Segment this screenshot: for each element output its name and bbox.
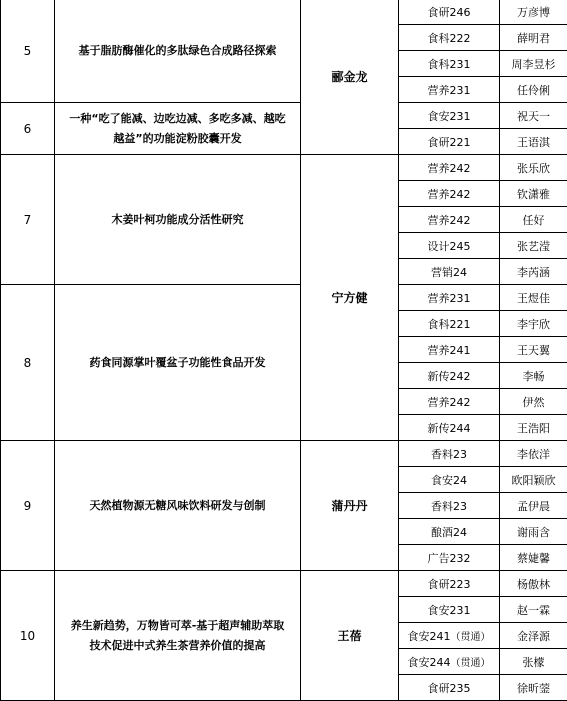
- member-name: 孟伊晨: [500, 493, 567, 519]
- member-name: 薛明君: [500, 25, 567, 51]
- table-row: [1, 103, 567, 129]
- member-class: 新传242: [399, 363, 500, 389]
- member-class: 新传244: [399, 415, 500, 441]
- member-class-code: 食安244: [408, 656, 451, 669]
- member-class: 食安231: [399, 103, 500, 129]
- member-class: 营养231: [399, 285, 500, 311]
- project-number: 10: [1, 571, 55, 701]
- member-class: 营销24: [399, 259, 500, 285]
- member-name: 任好: [500, 207, 567, 233]
- member-name: 祝天一: [500, 103, 567, 129]
- table-row: [1, 0, 567, 25]
- member-name: 王浩阳: [500, 415, 567, 441]
- member-class: 营养242: [399, 389, 500, 415]
- member-name: 王煜佳: [500, 285, 567, 311]
- member-name: 蔡婕馨: [500, 545, 567, 571]
- member-class-note: （贯通）: [451, 632, 491, 643]
- member-name: 李宇欣: [500, 311, 567, 337]
- table-row: [1, 571, 567, 597]
- member-class: 食研246: [399, 0, 500, 25]
- member-name: 金泽源: [500, 623, 567, 649]
- member-class: 食科231: [399, 51, 500, 77]
- project-number: 8: [1, 285, 55, 441]
- member-name: 任伶俐: [500, 77, 567, 103]
- member-class: [399, 649, 500, 675]
- member-name: 周李昱杉: [500, 51, 567, 77]
- table-row: [1, 155, 567, 181]
- project-leader: 蒲丹丹: [301, 441, 399, 571]
- project-number: 5: [1, 0, 55, 103]
- member-name: 王天翼: [500, 337, 567, 363]
- member-name: 张檬: [500, 649, 567, 675]
- member-name: 张艺滢: [500, 233, 567, 259]
- member-name: 张乐欣: [500, 155, 567, 181]
- member-name: 王语淇: [500, 129, 567, 155]
- member-class: 营养242: [399, 181, 500, 207]
- project-title: 基于脂肪酶催化的多肽绿色合成路径探索: [55, 0, 301, 103]
- member-name: 钦潇雅: [500, 181, 567, 207]
- project-title: 木姜叶柯功能成分活性研究: [55, 155, 301, 285]
- table-row: [1, 285, 567, 311]
- member-class: 营养242: [399, 155, 500, 181]
- project-title: 养生新趋势，万物皆可萃-基于超声辅助萃取技术促进中式养生茶营养价值的提高: [55, 571, 301, 701]
- project-number: 9: [1, 441, 55, 571]
- member-class: 广告232: [399, 545, 500, 571]
- project-leader: 郦金龙: [301, 0, 399, 155]
- member-name: 谢雨含: [500, 519, 567, 545]
- member-name: 万彦博: [500, 0, 567, 25]
- member-class: 食安231: [399, 597, 500, 623]
- project-title: 天然植物源无糖风味饮料研发与创制: [55, 441, 301, 571]
- member-name: 李芮涵: [500, 259, 567, 285]
- member-name: 李依洋: [500, 441, 567, 467]
- member-class: 设计245: [399, 233, 500, 259]
- member-class: 食科221: [399, 311, 500, 337]
- member-class-note: （贯通）: [451, 658, 491, 669]
- member-class: 食安24: [399, 467, 500, 493]
- member-class: 酿酒24: [399, 519, 500, 545]
- member-class: 香料23: [399, 493, 500, 519]
- member-class-code: 食安241: [408, 630, 451, 643]
- member-name: 杨傲林: [500, 571, 567, 597]
- table-row: [1, 441, 567, 467]
- member-name: 李畅: [500, 363, 567, 389]
- project-number: 6: [1, 103, 55, 155]
- member-name: 赵一霖: [500, 597, 567, 623]
- member-class: 食科222: [399, 25, 500, 51]
- member-name: 徐昕蓥: [500, 675, 567, 701]
- project-leader: 王蓓: [301, 571, 399, 701]
- member-name: 欧阳颖欣: [500, 467, 567, 493]
- member-class: 营养231: [399, 77, 500, 103]
- project-number: 7: [1, 155, 55, 285]
- project-leader: 宁方健: [301, 155, 399, 441]
- member-name: 伊然: [500, 389, 567, 415]
- member-class: 食研223: [399, 571, 500, 597]
- member-class: 香料23: [399, 441, 500, 467]
- member-class: 营养241: [399, 337, 500, 363]
- member-class: 食研235: [399, 675, 500, 701]
- member-class: [399, 623, 500, 649]
- member-class: 营养242: [399, 207, 500, 233]
- project-title: 一种“吃了能减、边吃边减、多吃多减、越吃越益”的功能淀粉胶囊开发: [55, 103, 301, 155]
- member-class: 食研221: [399, 129, 500, 155]
- project-title: 药食同源掌叶覆盆子功能性食品开发: [55, 285, 301, 441]
